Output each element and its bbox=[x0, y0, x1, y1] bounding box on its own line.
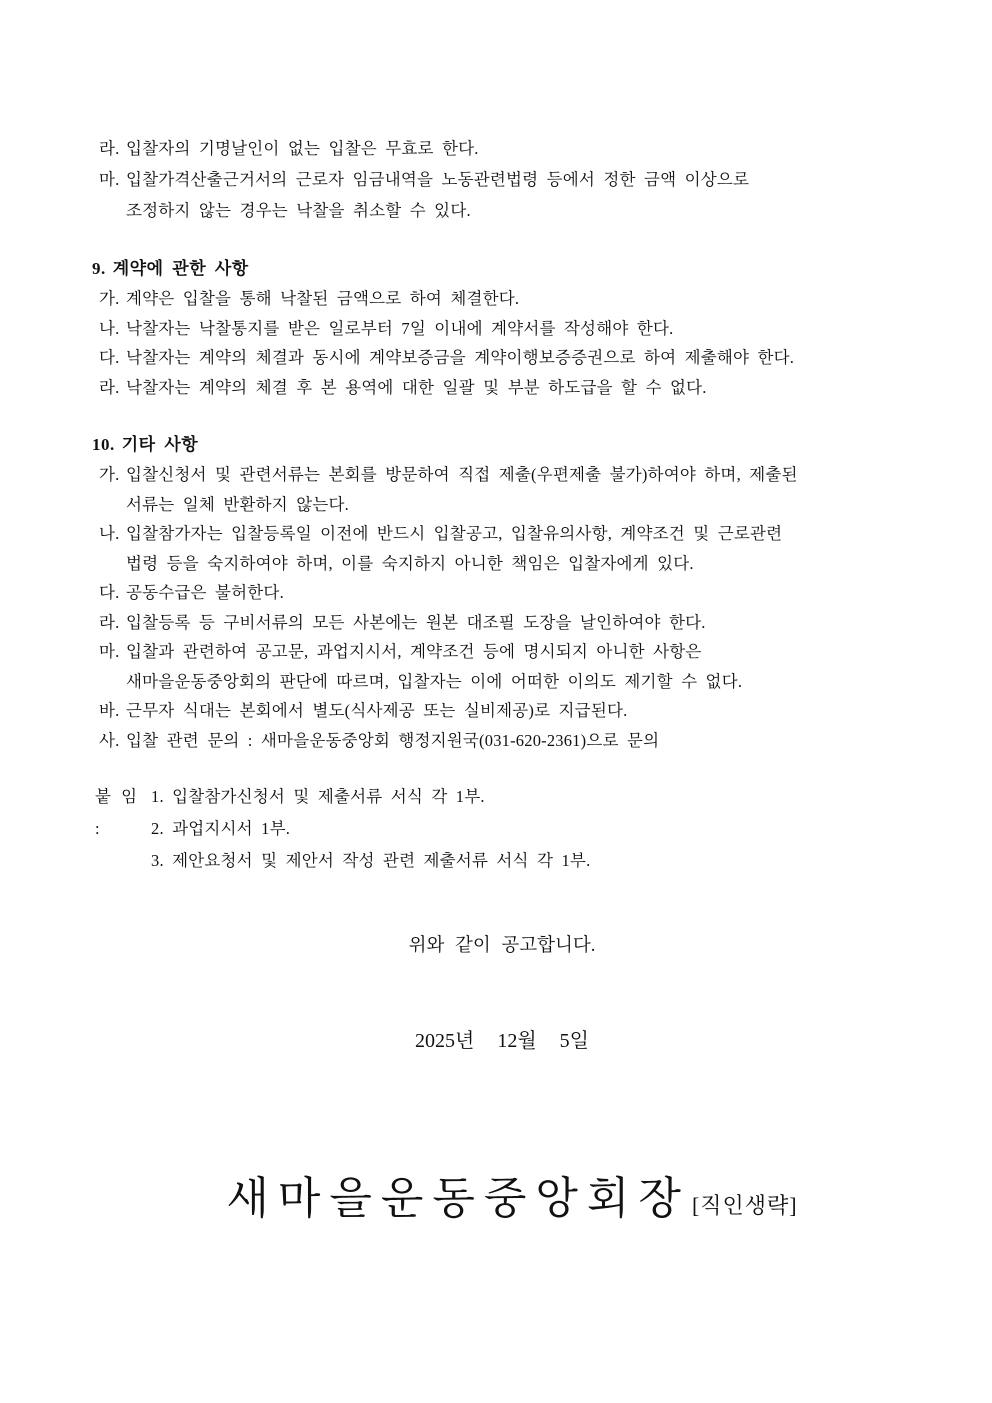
item-label: 라. bbox=[99, 612, 120, 632]
item-text: 입찰가격산출근거서의 근로자 임금내역을 노동관련법령 등에서 정한 금액 이상으로 bbox=[126, 170, 750, 189]
list-item bbox=[92, 578, 932, 608]
section-contract-terms bbox=[92, 254, 932, 402]
item-label: 바. bbox=[99, 701, 120, 720]
item-text-continuation: 조정하지 않는 경우는 낙찰을 취소할 수 있다. bbox=[126, 201, 471, 220]
section-heading bbox=[92, 254, 932, 284]
item-label: 마. bbox=[99, 170, 120, 189]
section-title: 계약에 관한 사항 bbox=[112, 259, 249, 278]
item-text: 공동수급은 불허한다. bbox=[126, 583, 284, 602]
item-label: 나. bbox=[99, 318, 120, 338]
list-item bbox=[92, 637, 932, 696]
closing-statement: 위와 같이 공고합니다. bbox=[408, 936, 596, 956]
item-text: 계약은 입찰을 통해 낙찰된 금액으로 하여 체결한다. bbox=[126, 289, 520, 308]
item-label: 가. bbox=[99, 465, 120, 484]
item-text: 입찰과 관련하여 공고문, 과업지시서, 계약조건 등에 명시되지 아니한 사항은 bbox=[126, 642, 702, 661]
item-text-continuation: 서류는 일체 반환하지 않는다. bbox=[126, 494, 349, 514]
list-item bbox=[92, 460, 932, 519]
section-title: 기타 사항 bbox=[121, 435, 199, 454]
item-text-continuation: 새마을운동중앙회의 판단에 따르며, 입찰자는 이에 어떠한 이의도 제기할 수 없다. bbox=[126, 671, 743, 691]
attachments-block bbox=[92, 781, 932, 877]
item-label: 나. bbox=[99, 524, 120, 543]
item-text: 입찰자의 기명날인이 없는 입찰은 무효로 한다. bbox=[126, 139, 479, 158]
item-text: 입찰등록 등 구비서류의 모든 사본에는 원본 대조필 도장을 날인하여야 한다. bbox=[126, 612, 706, 632]
signature-line bbox=[92, 1162, 932, 1226]
item-label: 라. bbox=[99, 377, 120, 397]
list-item bbox=[92, 726, 932, 756]
item-text: 낙찰자는 계약의 체결 후 본 용역에 대한 일괄 및 부분 하도급을 할 수 없다. bbox=[126, 377, 707, 397]
list-item bbox=[92, 284, 932, 314]
list-item bbox=[92, 373, 932, 403]
item-text: 입찰 관련 문의 : 새마을운동중앙회 행정지원국(031-620-2361)으로 문의 bbox=[126, 730, 660, 750]
announcement-date: 2025년 12월 5일 bbox=[415, 1030, 589, 1052]
section-number: 9. bbox=[92, 259, 106, 278]
item-text: 낙찰자는 계약의 체결과 동시에 계약보증금을 계약이행보증증권으로 하여 제출해야 한다. bbox=[126, 348, 795, 367]
attachment-item: 2. 과업지시서 1부. bbox=[151, 819, 291, 838]
attachments-label: 붙 임 : bbox=[95, 787, 139, 838]
attachment-item: 1. 입찰참가신청서 및 제출서류 서식 각 1부. bbox=[151, 787, 485, 806]
item-text: 근무자 식대는 본회에서 별도(식사제공 또는 실비제공)로 지급된다. bbox=[126, 701, 628, 720]
list-item bbox=[92, 608, 932, 638]
section-heading bbox=[92, 430, 932, 460]
list-item bbox=[92, 133, 932, 164]
item-label: 라. bbox=[99, 139, 120, 158]
item-label: 사. bbox=[99, 730, 120, 750]
section-misc-terms bbox=[92, 430, 932, 755]
item-label: 다. bbox=[99, 348, 120, 367]
item-label: 다. bbox=[99, 583, 120, 602]
attachment-item: 3. 제안요청서 및 제안서 작성 관련 제출서류 서식 각 1부. bbox=[151, 851, 591, 870]
attachments-list bbox=[151, 781, 932, 877]
list-item bbox=[92, 519, 932, 578]
item-text: 입찰참가자는 입찰등록일 이전에 반드시 입찰공고, 입찰유의사항, 계약조건 및 근로관련 bbox=[126, 524, 783, 543]
list-item bbox=[92, 314, 932, 344]
list-item bbox=[92, 343, 932, 373]
list-item bbox=[92, 164, 932, 226]
stamp-omitted-note: [직인생략] bbox=[691, 1193, 798, 1218]
organization-name: 새마을운동중앙회장 bbox=[226, 1174, 690, 1223]
intro-list bbox=[92, 133, 932, 226]
item-label: 마. bbox=[99, 642, 120, 661]
item-text-continuation: 법령 등을 숙지하여야 하며, 이를 숙지하지 아니한 책임은 입찰자에게 있다. bbox=[126, 553, 694, 573]
item-text: 낙찰자는 낙찰통지를 받은 일로부터 7일 이내에 계약서를 작성해야 한다. bbox=[126, 318, 674, 338]
section-number: 10. bbox=[92, 435, 115, 454]
item-label: 가. bbox=[99, 289, 120, 308]
item-text: 입찰신청서 및 관련서류는 본회를 방문하여 직접 제출(우편제출 불가)하여야 하며, 제출된 bbox=[126, 465, 798, 484]
list-item bbox=[92, 696, 932, 726]
